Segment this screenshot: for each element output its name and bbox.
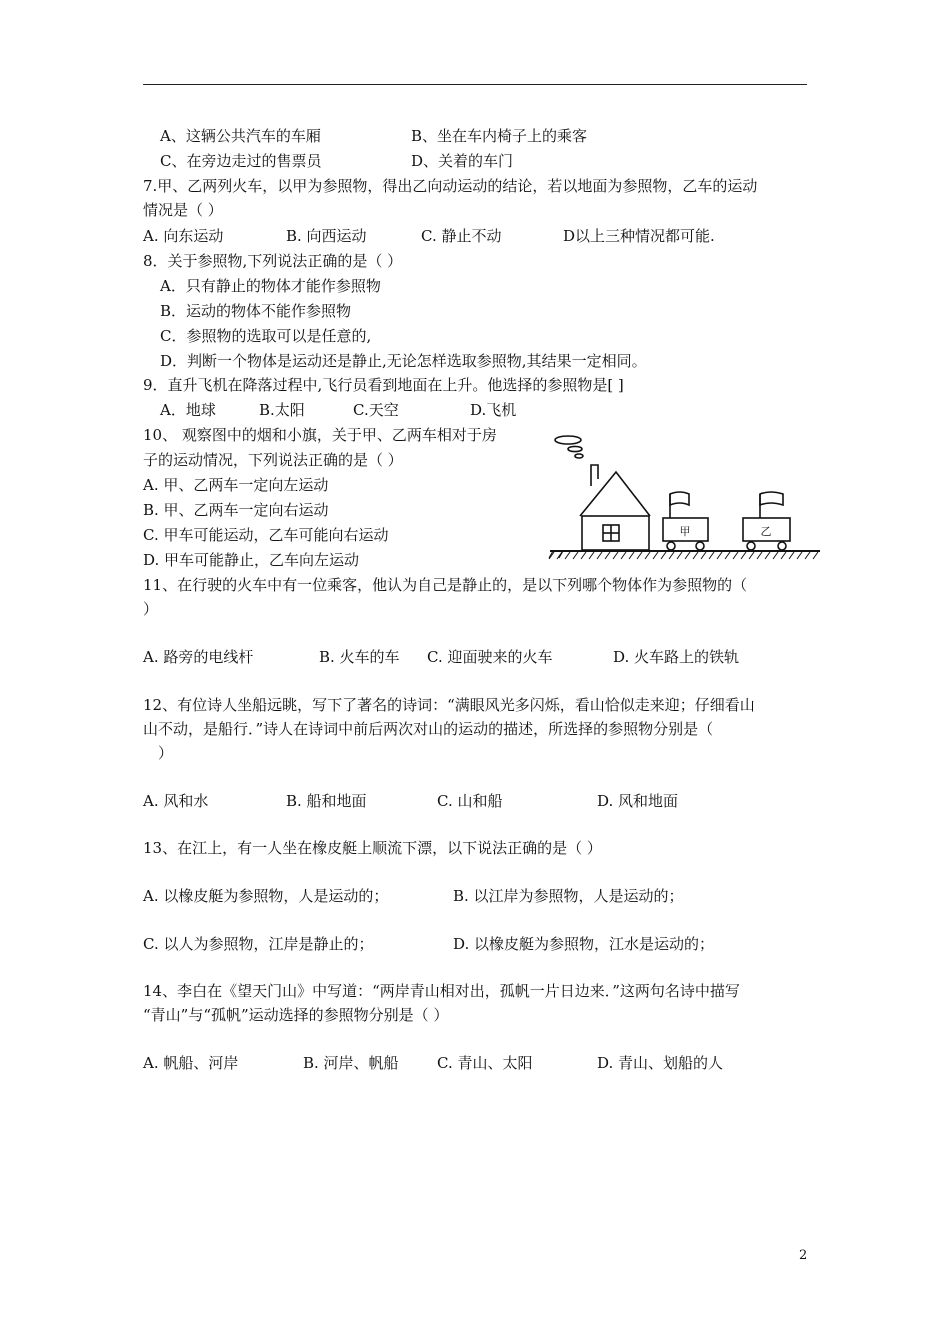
text-line: B. 船和地面 [286, 792, 367, 810]
text-line: B. 向西运动 [286, 227, 367, 245]
text-line: D. 青山、划船的人 [597, 1054, 724, 1072]
text-line: A. 甲、乙两车一定向左运动 [143, 476, 329, 494]
text-line: ） [158, 744, 174, 762]
text-line: 12、有位诗人坐船远眺，写下了著名的诗词：“满眼风光多闪烁，看山恰似走来迎；仔细看山 [143, 696, 755, 714]
text-line: A、这辆公共汽车的车厢 [160, 127, 321, 145]
text-line: C. 山和船 [437, 792, 503, 810]
text-line: D. 甲车可能静止，乙车向左运动 [143, 551, 360, 569]
text-line: B.太阳 [259, 401, 305, 419]
text-line: D．判断一个物体是运动还是静止,无论怎样选取参照物,其结果一定相同。 [160, 352, 647, 370]
text-line: B. 甲、乙两车一定向右运动 [143, 501, 329, 519]
text-line: 情况是（ ） [143, 201, 223, 219]
text-line: D. 火车路上的铁轨 [613, 648, 740, 666]
text-line: C. 以人为参照物，江岸是静止的； [143, 935, 374, 953]
text-line: “青山”与“孤帆”运动选择的参照物分别是（ ） [143, 1006, 449, 1024]
car-jia-label: 甲 [679, 525, 691, 538]
text-line: A．地球 [160, 401, 216, 419]
text-line: ） [143, 600, 159, 618]
text-line: D.飞机 [470, 401, 517, 419]
text-line: C．参照物的选取可以是任意的, [160, 327, 372, 345]
text-line: A. 风和水 [143, 792, 209, 810]
flag-jia [670, 492, 689, 505]
text-line: C. 静止不动 [421, 227, 502, 245]
text-line: C. 迎面驶来的火车 [427, 648, 553, 666]
text-line: 8．关于参照物,下列说法正确的是（ ） [143, 252, 403, 270]
text-line: C. 青山、太阳 [437, 1054, 533, 1072]
text-line: C. 甲车可能运动，乙车可能向右运动 [143, 526, 389, 544]
text-line: A. 以橡皮艇为参照物，人是运动的； [143, 887, 389, 905]
text-line: C.天空 [353, 401, 399, 419]
header-rule [143, 84, 807, 85]
text-line: B. 火车的车 [319, 648, 400, 666]
text-line: 10、 观察图中的烟和小旗，关于甲、乙两车相对于房 [143, 426, 497, 444]
flag-yi [760, 492, 783, 505]
text-line: A．只有静止的物体才能作参照物 [160, 277, 381, 295]
text-line: B. 河岸、帆船 [303, 1054, 399, 1072]
text-line: B、坐在车内椅子上的乘客 [411, 127, 588, 145]
text-line: D以上三种情况都可能. [563, 227, 715, 245]
text-line: 11、在行驶的火车中有一位乘客，他认为自己是静止的，是以下列哪个物体作为参照物的（ [143, 576, 748, 594]
smoke-puff-1 [555, 436, 581, 444]
text-line: A. 帆船、河岸 [143, 1054, 239, 1072]
smoke-puff-2 [568, 446, 582, 451]
chimney [591, 465, 598, 486]
text-line: 13、在江上，有一人坐在橡皮艇上顺流下漂，以下说法正确的是（ ） [143, 839, 602, 857]
text-line: 山不动，是船行．”诗人在诗词中前后两次对山的运动的描述，所选择的参照物分别是（ [143, 720, 714, 738]
text-line: D. 风和地面 [597, 792, 679, 810]
car-yi-label: 乙 [760, 525, 772, 538]
smoke-puff-3 [575, 454, 583, 458]
text-line: 9．直升飞机在降落过程中,飞行员看到地面在上升。他选择的参照物是[ ] [143, 376, 624, 394]
text-line: D. 以橡皮艇为参照物，江水是运动的； [453, 935, 715, 953]
text-line: D、关着的车门 [411, 152, 514, 170]
text-line: 7.甲、乙两列火车，以甲为参照物，得出乙向动运动的结论，若以地面为参照物，乙车的运动 [143, 177, 758, 195]
text-line: 14、李白在《望天门山》中写道：“两岸青山相对出，孤帆一片日边来．”这两句名诗中描写 [143, 982, 740, 1000]
smoke-flags-figure [548, 432, 823, 562]
text-line: B. 以江岸为参照物，人是运动的； [453, 887, 684, 905]
page-number: 2 [799, 1248, 808, 1263]
text-line: 子的运动情况，下列说法正确的是（ ） [143, 451, 403, 469]
text-line: A. 向东运动 [143, 227, 224, 245]
text-line: A. 路旁的电线杆 [143, 648, 254, 666]
text-line: B．运动的物体不能作参照物 [160, 302, 352, 320]
text-line: C、在旁边走过的售票员 [160, 152, 322, 170]
